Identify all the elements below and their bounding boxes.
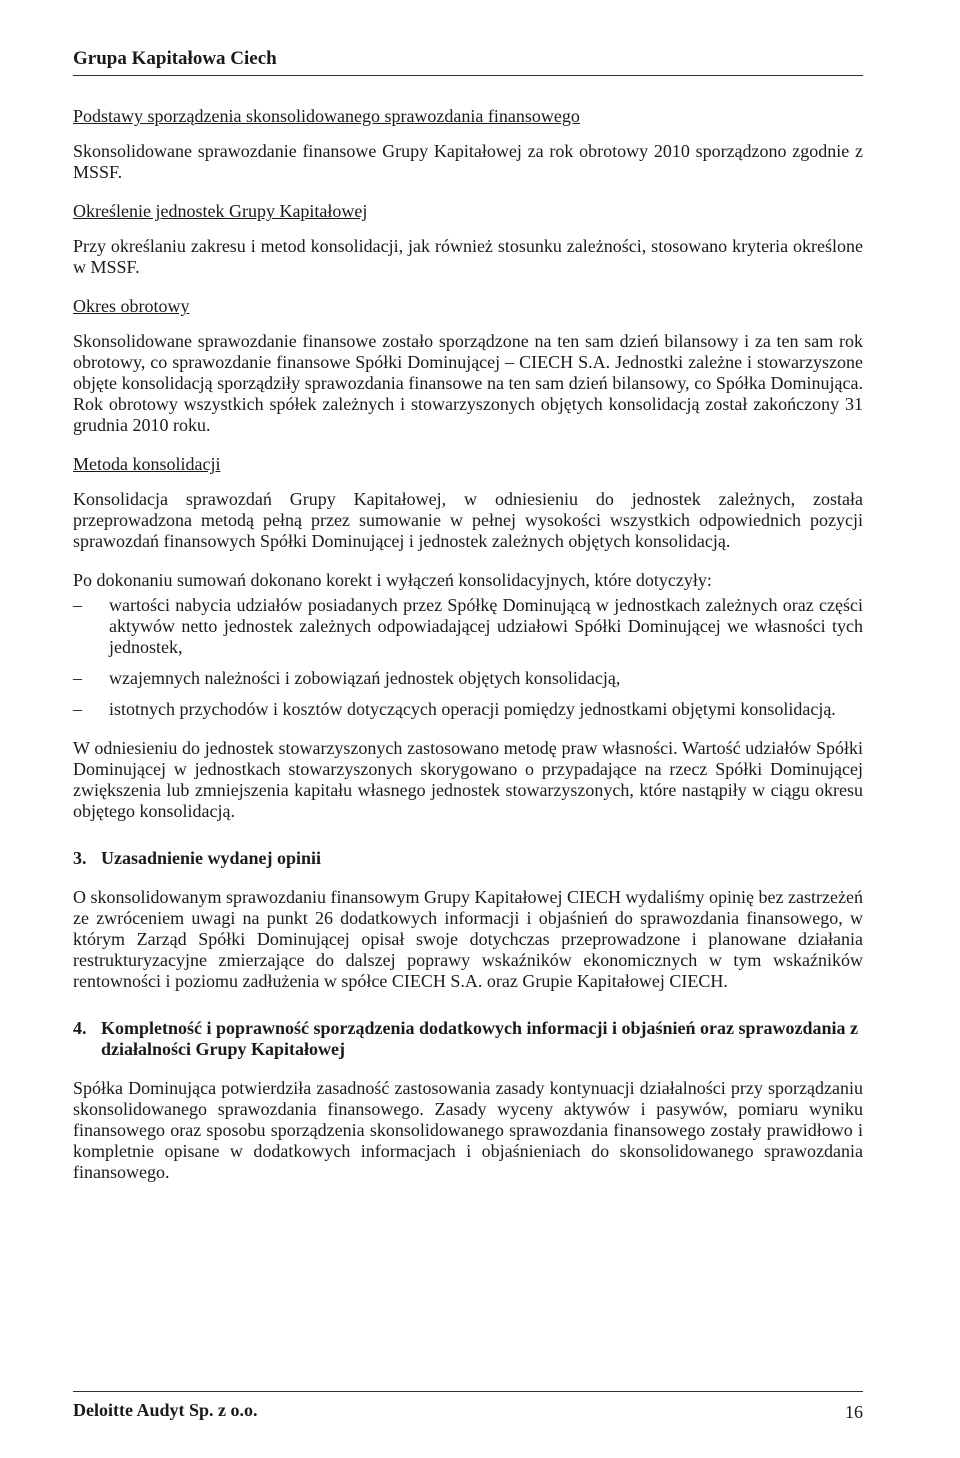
list-item bbox=[73, 595, 863, 658]
section-number: 4. bbox=[73, 1018, 87, 1038]
section-number: 3. bbox=[73, 848, 87, 868]
heading-method: Metoda konsolidacji bbox=[73, 454, 221, 474]
page-number: 16 bbox=[845, 1402, 863, 1422]
list-dash: – bbox=[73, 699, 82, 719]
paragraph-method-1: Konsolidacja sprawozdań Grupy Kapitałowej, w odniesieniu do jednostek zależnych, została przeprowadzona metodą pełną przez sumowanie w pełnej wysokości wszystkich odpowiednich pozycji sprawozdań finansowych Spółki Dominującej i jednostek zależnych objętych konsolidacją. bbox=[73, 489, 863, 551]
paragraph-entities: Przy określaniu zakresu i metod konsolidacji, jak również stosunku zależności, stosowano kryteria określone w MSSF. bbox=[73, 236, 863, 277]
document-body bbox=[73, 106, 863, 1201]
paragraph-method-2: Po dokonaniu sumowań dokonano korekt i wyłączeń konsolidacyjnych, które dotyczyły: bbox=[73, 570, 712, 590]
page-header-title: Grupa Kapitałowa Ciech bbox=[73, 48, 277, 69]
paragraph-basis: Skonsolidowane sprawozdanie finansowe Grupy Kapitałowej za rok obrotowy 2010 sporządzono zgodnie z MSSF. bbox=[73, 141, 863, 182]
section-4-title bbox=[73, 1018, 863, 1060]
list-item-text: wartości nabycia udziałów posiadanych przez Spółkę Dominującą w jednostkach zależnych oraz części aktywów netto jednostek zależnych odpowiadającej udziałowi Spółki Dominującej we własności tych jednostek, bbox=[109, 595, 863, 657]
list-item bbox=[73, 699, 863, 720]
section-title-text: Kompletność i poprawność sporządzenia dodatkowych informacji i objaśnień oraz sprawozdania z działalności Grupy Kapitałowej bbox=[101, 1018, 859, 1059]
list-dash: – bbox=[73, 595, 82, 615]
heading-basis: Podstawy sporządzenia skonsolidowanego sprawozdania finansowego bbox=[73, 106, 580, 126]
footer-divider bbox=[73, 1391, 863, 1392]
footer-company: Deloitte Audyt Sp. z o.o. bbox=[73, 1400, 258, 1420]
section-title-text: Uzasadnienie wydanej opinii bbox=[101, 848, 322, 868]
adjustments-list bbox=[73, 595, 863, 720]
heading-period: Okres obrotowy bbox=[73, 296, 190, 316]
paragraph-section-4: Spółka Dominująca potwierdziła zasadność zastosowania zasady kontynuacji działalności przy sporządzaniu skonsolidowanego sprawozdania finansowego. Zasady wyceny aktywów i pasywów, pomiaru wyniku finansowego oraz sposobu sporządzenia skonsolidowanego sprawozdania finansowego zostały prawidłowo i kompletnie opisane w dodatkowych informacjach i objaśnieniach do skonsolidowanego sprawozdania finansowego. bbox=[73, 1078, 863, 1182]
paragraph-section-3: O skonsolidowanym sprawozdaniu finansowym Grupy Kapitałowej CIECH wydaliśmy opinię bez zastrzeżeń ze zwróceniem uwagi na punkt 26 dodatkowych informacji i objaśnień do sprawozdania finansowego, w którym Zarząd Spółki Dominującej opisał swoje dotychczas przeprowadzone i planowane działania restrukturyzacyjne zmierzające do dalszej poprawy wskaźników ekonomicznych w tym wskaźników rentowności i poziomu zadłużenia w spółce CIECH S.A. oraz Grupie Kapitałowej CIECH. bbox=[73, 887, 863, 991]
list-item-text: istotnych przychodów i kosztów dotyczących operacji pomiędzy jednostkami objętymi konsolidacją. bbox=[109, 699, 836, 719]
header-divider bbox=[73, 75, 863, 76]
paragraph-method-3: W odniesieniu do jednostek stowarzyszonych zastosowano metodę praw własności. Wartość udziałów Spółki Dominującej w jednostkach stowarzyszonych skorygowano o przypadające na rzecz Spółki Dominującej zwiększenia lub zmniejszenia kapitału własnego jednostek stowarzyszonych, które nastąpiły w ciągu okresu objętego konsolidacją. bbox=[73, 738, 863, 821]
paragraph-period: Skonsolidowane sprawozdanie finansowe zostało sporządzone na ten sam dzień bilansowy i za ten sam rok obrotowy, co sprawozdanie finansowe Spółki Dominującej – CIECH S.A. Jednostki zależne i stowarzyszone objęte konsolidacją sporządziły sprawozdania finansowe na ten sam dzień bilansowy, co Spółka Dominująca. Rok obrotowy wszystkich spółek zależnych i stowarzyszonych objętych konsolidacją został zakończony 31 grudnia 2010 roku. bbox=[73, 331, 863, 435]
section-3-title bbox=[73, 848, 863, 869]
list-item-text: wzajemnych należności i zobowiązań jednostek objętych konsolidacją, bbox=[109, 668, 621, 688]
list-dash: – bbox=[73, 668, 82, 688]
list-item bbox=[73, 668, 863, 689]
heading-entities: Określenie jednostek Grupy Kapitałowej bbox=[73, 201, 368, 221]
